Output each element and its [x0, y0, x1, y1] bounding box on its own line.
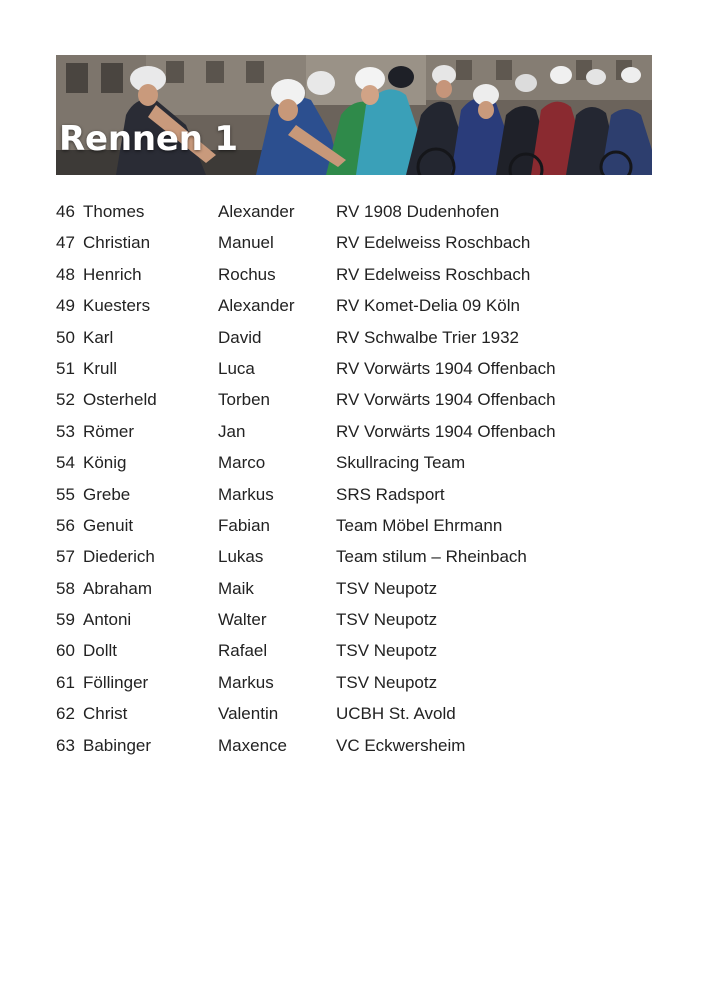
last-name: Antoni: [83, 610, 132, 630]
list-item: [56, 510, 652, 541]
last-name: Osterheld: [83, 390, 157, 410]
club-name: RV Komet-Delia 09 Köln: [336, 296, 520, 316]
start-number: 63: [56, 735, 75, 755]
first-name: Markus: [218, 484, 274, 504]
last-name: Henrich: [83, 264, 142, 284]
first-name: Markus: [218, 672, 274, 692]
start-number: 60: [56, 641, 75, 661]
start-number: 48: [56, 264, 75, 284]
list-item: [56, 730, 652, 761]
club-name: TSV Neupotz: [336, 641, 438, 661]
last-name: Babinger: [83, 735, 152, 755]
club-name: RV Vorwärts 1904 Offenbach: [336, 358, 556, 378]
start-number: 47: [56, 233, 75, 253]
start-number: 61: [56, 672, 75, 692]
list-item: [56, 384, 652, 415]
participant-list: [56, 196, 652, 761]
start-number: 59: [56, 610, 75, 630]
start-number: 55: [56, 484, 75, 504]
header-banner: [56, 55, 652, 175]
list-item: [56, 573, 652, 604]
list-item: [56, 447, 652, 478]
list-item: [56, 227, 652, 258]
first-name: Walter: [218, 610, 267, 630]
first-name: Maik: [218, 578, 254, 598]
list-item: [56, 353, 652, 384]
start-number: 49: [56, 296, 75, 316]
start-number: 58: [56, 578, 75, 598]
club-name: TSV Neupotz: [336, 610, 438, 630]
list-item: [56, 479, 652, 510]
last-name: Föllinger: [83, 672, 149, 692]
first-name: Rochus: [218, 264, 276, 284]
page-title: Rennen 1: [59, 119, 238, 159]
club-name: RV Edelweiss Roschbach: [336, 233, 531, 253]
last-name: Grebe: [83, 484, 131, 504]
last-name: Karl: [83, 327, 114, 347]
list-item: [56, 416, 652, 447]
last-name: Thomes: [83, 202, 145, 221]
list-item: [56, 322, 652, 353]
first-name: Valentin: [218, 704, 279, 724]
list-item: [56, 541, 652, 572]
club-name: RV Vorwärts 1904 Offenbach: [336, 390, 556, 410]
club-name: Skullracing Team: [336, 453, 466, 473]
list-item: [56, 698, 652, 729]
first-name: Luca: [218, 358, 255, 378]
first-name: Alexander: [218, 296, 295, 316]
club-name: Team stilum – Rheinbach: [336, 547, 527, 567]
last-name: Kuesters: [83, 296, 151, 316]
start-number: 52: [56, 390, 75, 410]
club-name: UCBH St. Avold: [336, 704, 456, 724]
start-number: 54: [56, 453, 75, 473]
start-number: 56: [56, 515, 75, 535]
list-item: [56, 635, 652, 666]
club-name: Team Möbel Ehrmann: [336, 515, 503, 535]
last-name: Christ: [83, 704, 128, 724]
start-number: 57: [56, 547, 75, 567]
first-name: Manuel: [218, 233, 274, 253]
first-name: Fabian: [218, 515, 270, 535]
last-name: König: [83, 453, 127, 473]
club-name: RV Schwalbe Trier 1932: [336, 327, 520, 347]
list-item: [56, 259, 652, 290]
last-name: Christian: [83, 233, 151, 253]
start-number: 46: [56, 202, 75, 221]
last-name: Diederich: [83, 547, 155, 567]
last-name: Dollt: [83, 641, 118, 661]
first-name: Marco: [218, 453, 266, 473]
club-name: RV 1908 Dudenhofen: [336, 202, 500, 221]
first-name: David: [218, 327, 262, 347]
club-name: RV Edelweiss Roschbach: [336, 264, 531, 284]
last-name: Abraham: [83, 578, 152, 598]
start-number: 50: [56, 327, 75, 347]
first-name: Torben: [218, 390, 270, 410]
first-name: Alexander: [218, 202, 295, 221]
first-name: Rafael: [218, 641, 268, 661]
last-name: Krull: [83, 358, 118, 378]
club-name: VC Eckwersheim: [336, 735, 466, 755]
club-name: TSV Neupotz: [336, 672, 438, 692]
list-item: [56, 667, 652, 698]
start-number: 53: [56, 421, 75, 441]
last-name: Römer: [83, 421, 135, 441]
list-item: [56, 196, 652, 227]
first-name: Jan: [218, 421, 246, 441]
list-item: [56, 290, 652, 321]
first-name: Lukas: [218, 547, 264, 567]
last-name: Genuit: [83, 515, 134, 535]
first-name: Maxence: [218, 735, 287, 755]
start-number: 51: [56, 358, 75, 378]
club-name: TSV Neupotz: [336, 578, 438, 598]
club-name: RV Vorwärts 1904 Offenbach: [336, 421, 556, 441]
list-item: [56, 604, 652, 635]
club-name: SRS Radsport: [336, 484, 445, 504]
start-number: 62: [56, 704, 75, 724]
